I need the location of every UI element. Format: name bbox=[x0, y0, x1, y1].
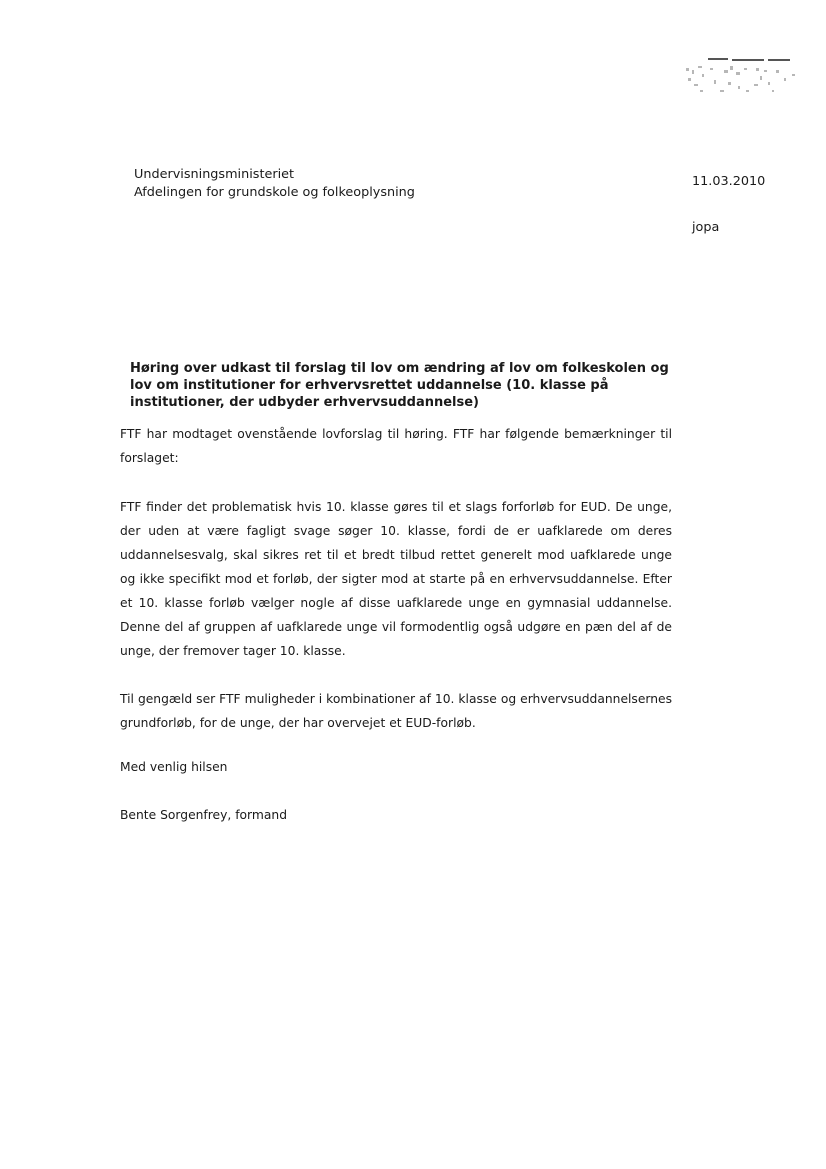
signature-line: Bente Sorgenfrey, formand bbox=[120, 808, 288, 822]
letter-subject: Høring over udkast til forslag til lov om ændring af lov om folkeskolen og lov om institutioner for erhvervsrettet uddannelse (10. klasse på institutioner, der udbyder erhvervsuddannelse) bbox=[130, 361, 669, 410]
recipient-department: Afdelingen for grundskole og folkeoplysning bbox=[134, 185, 415, 200]
closing-phrase: Med venlig hilsen bbox=[120, 760, 228, 774]
received-stamp-mark bbox=[680, 56, 804, 100]
recipient-block bbox=[134, 166, 415, 202]
body-paragraph-1: FTF har modtaget ovenstående lovforslag til høring. FTF har følgende bemærkninger til forslaget: bbox=[120, 427, 672, 465]
body-paragraph-3: Til gengæld ser FTF muligheder i kombinationer af 10. klasse og erhvervsuddannelsernes grundforløb, for de unge, der har overvejet et EUD-forløb. bbox=[120, 692, 672, 730]
recipient-name: Undervisningsministeriet bbox=[134, 167, 295, 182]
letter-date: 11.03.2010 bbox=[692, 174, 766, 189]
body-paragraph-2: FTF finder det problematisk hvis 10. klasse gøres til et slags forforløb for EUD. De unge, der uden at være fagligt svage søger 10. klasse, fordi de er uafklarede om deres uddannelsesvalg, skal sikres ret til et bredt tilbud rettet generelt mod uafklarede unge og ikke specifikt mod et forløb, der sigter mod at starte på en erhvervsuddannelse. Efter et 10. klasse forløb vælger nogle af disse uafklarede unge en gymnasial uddannelse. Denne del af gruppen af uafklarede unge vil formodentlig også udgøre en pæn del af de unge, der fremover tager 10. klasse. bbox=[120, 500, 672, 658]
sender-initials: jopa bbox=[692, 220, 720, 235]
